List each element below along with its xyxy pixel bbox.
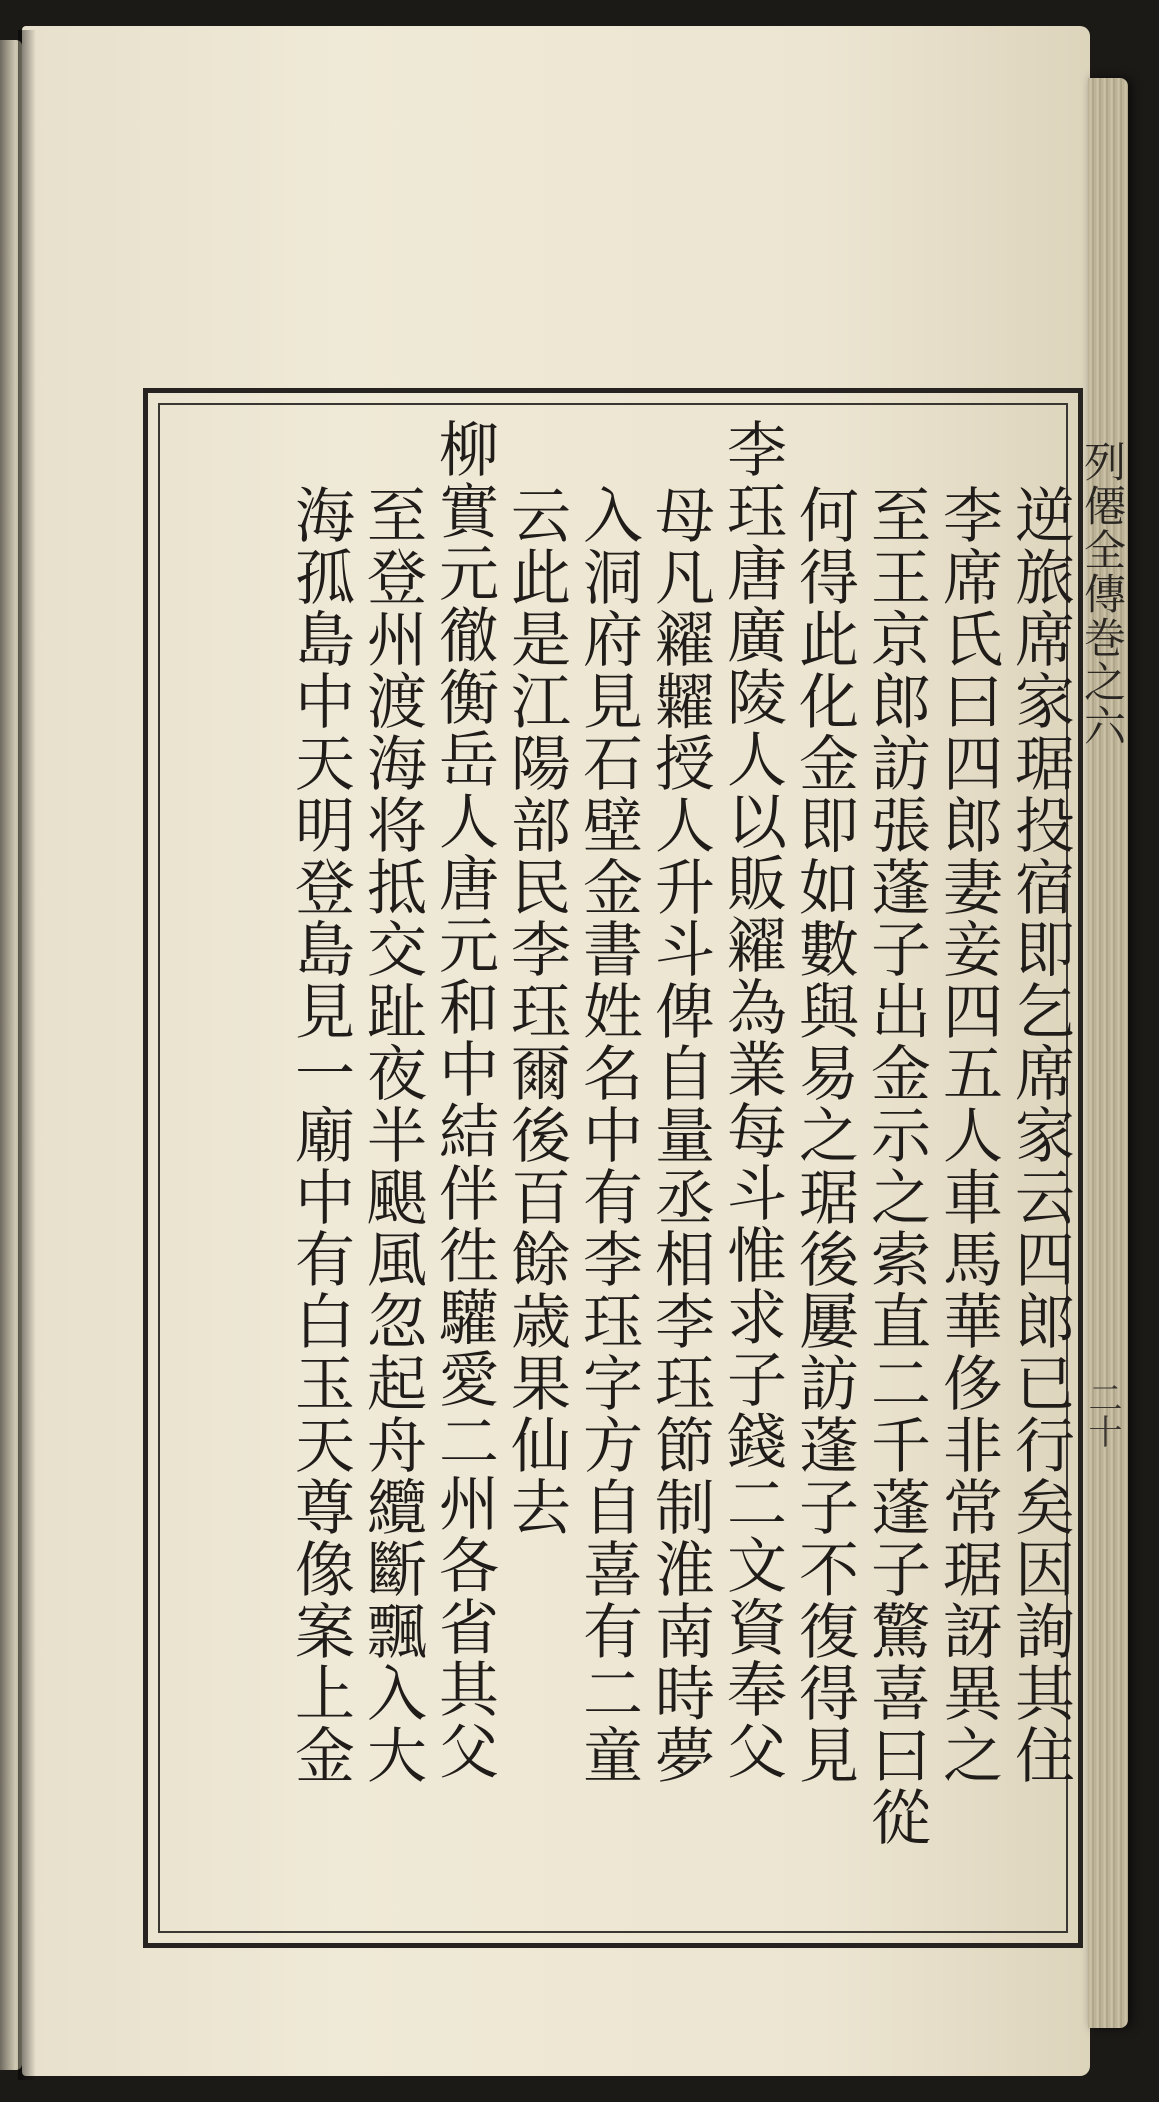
binding-gutter-shadow (18, 30, 36, 2080)
text-column-3: 至王京郎訪張蓬子出金示之索直二千蓬子驚喜曰從 (861, 484, 931, 1848)
text-column-11: 海孤島中天明登島見一廟中有白玉天尊像案上金 (285, 484, 355, 1786)
fold-strip-title: 列僊全傳巻之六 (1078, 440, 1127, 748)
text-column-6: 母凡糴糶授人升斗俾自量丞相李珏節制淮南時夢 (645, 484, 715, 1786)
fold-strip (1078, 420, 1127, 1960)
text-column-10: 至登州渡海将抵交趾夜半颶風忽起舟纜斷飄入大 (357, 484, 427, 1786)
text-column-5: 李珏唐廣陵人以販糴為業每斗惟求子錢二文資奉父 (717, 418, 787, 1782)
text-column-2: 李席氏曰四郎妻妾四五人車馬華侈非常琚訝異之 (933, 484, 1003, 1786)
fold-strip-page-mark: 二十 (1082, 1380, 1122, 1448)
text-column-4: 何得此化金即如數與易之琚後屢訪蓬子不復得見 (789, 484, 859, 1786)
text-column-7: 入洞府見石壁金書姓名中有李珏字方自喜有二童 (573, 484, 643, 1786)
text-column-1: 逆旅席家琚投宿即乞席家云四郎已行矣因詢其住 (1005, 484, 1075, 1786)
text-columns (170, 418, 1075, 1928)
text-column-8: 云此是江陽部民李珏爾後百餘歳果仙去 (501, 484, 571, 1538)
text-column-9: 柳實元徹衡岳人唐元和中結伴徃驩愛二州各省其父 (429, 418, 499, 1782)
